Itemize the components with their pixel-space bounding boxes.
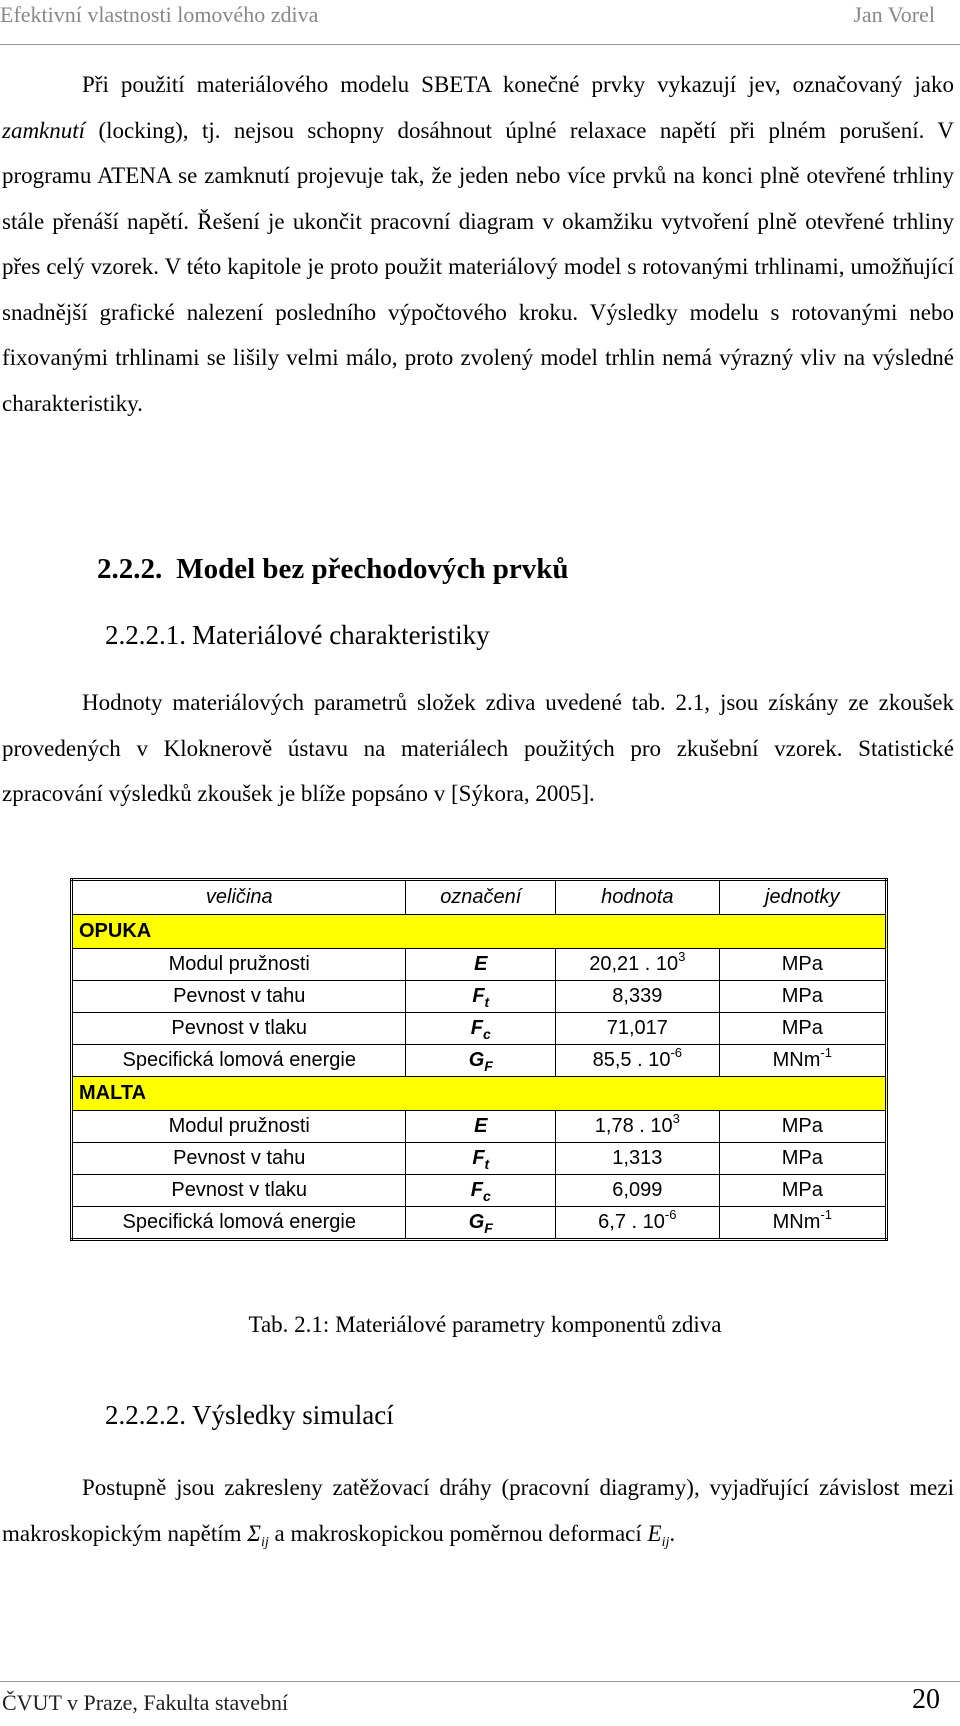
subsection-2-number: 2.2.2.2. (105, 1400, 186, 1430)
table-header-row (72, 880, 887, 915)
unit-cell (719, 1111, 886, 1143)
quantity-cell: Pevnost v tlaku (72, 1013, 406, 1045)
header-title: Efektivní vlastnosti lomového zdiva (0, 2, 319, 27)
value-cell (556, 949, 719, 981)
para1-text-1: Při použití materiálového modelu SBETA konečné prvky vykazují jev, označovaný jako (82, 72, 954, 97)
footer-institution: ČVUT v Praze, Fakulta stavební (2, 1690, 289, 1715)
symbol-main: G (468, 1049, 485, 1071)
value-exponent: 3 (678, 949, 686, 964)
value-mantissa: 6,099 (612, 1179, 663, 1201)
quantity-cell: Pevnost v tahu (72, 981, 406, 1013)
symbol-main: F (470, 1179, 483, 1201)
table-row (72, 949, 887, 981)
unit-cell (719, 1207, 886, 1240)
symbol-subscript: c (482, 1188, 491, 1204)
paragraph-results (2, 1465, 954, 1556)
strain-subscript: ij (661, 1534, 670, 1550)
symbol-cell (406, 1111, 556, 1143)
value-mantissa: 1,313 (612, 1147, 663, 1169)
subsection-heading-1 (105, 620, 490, 651)
value-exponent: 3 (672, 1111, 680, 1126)
symbol-subscript: t (484, 994, 490, 1010)
value-cell (556, 1045, 719, 1077)
value-cell (556, 1013, 719, 1045)
symbol-subscript: F (484, 1058, 493, 1074)
value-mantissa: 6,7 . 10 (598, 1211, 665, 1233)
symbol-main: F (470, 1017, 483, 1039)
unit-cell (719, 981, 886, 1013)
table-row (72, 1207, 887, 1240)
unit-cell (719, 949, 886, 981)
para1-text-2: (locking), tj. nejsou schopny dosáhnout úplné relaxace napětí při plném porušení. V programu ATENA se zamknutí projevuje tak, že jeden nebo více prvků na konci plně otevřené trhliny stále přenáší napětí. Řešení je ukončit pracovní diagram v okamžiku vytvoření plně otevřené trhliny přes celý vzorek. V této kapitole je proto použit materiálový model s rotovanými trhlinami, umožňující snadnější grafické nalezení posledního výpočtového kroku. Výsledky modelu s rotovanými nebo fixovanými trhlinami se lišily velmi málo, proto zvolený model trhlin nemá výrazný vliv na výsledné charakteristiky. (2, 117, 954, 416)
symbol-main: E (474, 953, 488, 975)
table-group-row (72, 1077, 887, 1111)
subsection-1-title: Materiálové charakteristiky (192, 620, 490, 650)
symbol-cell (406, 1175, 556, 1207)
page-number: 20 (912, 1684, 940, 1715)
symbol-cell (406, 1013, 556, 1045)
unit-cell (719, 1143, 886, 1175)
value-cell (556, 1111, 719, 1143)
section-number: 2.2.2. (97, 553, 163, 585)
table-group-label: MALTA (72, 1077, 887, 1111)
quantity-cell: Modul pružnosti (72, 1111, 406, 1143)
table-group-row (72, 915, 887, 949)
section-title: Model bez přechodových prvků (176, 553, 569, 585)
value-mantissa: 71,017 (606, 1017, 668, 1039)
header-author: Jan Vorel (853, 2, 935, 27)
value-cell (556, 1175, 719, 1207)
unit-base: MNm (772, 1211, 821, 1233)
value-mantissa: 8,339 (612, 985, 663, 1007)
unit-cell (719, 1013, 886, 1045)
unit-base: MNm (772, 1049, 821, 1071)
unit-base: MPa (781, 1147, 823, 1169)
symbol-main: E (474, 1115, 488, 1137)
value-exponent: -6 (670, 1045, 682, 1060)
value-mantissa: 85,5 . 10 (592, 1049, 671, 1071)
para3-text-3: . (669, 1520, 676, 1546)
table-header-cell: označení (406, 880, 556, 915)
symbol-cell (406, 949, 556, 981)
value-cell (556, 1143, 719, 1175)
value-cell (556, 1207, 719, 1240)
table-row (72, 1175, 887, 1207)
paragraph-materials: Hodnoty materiálových parametrů složek zdiva uvedené tab. 2.1, jsou získány ze zkoušek provedených v Kloknerově ústavu na materiálech použitých pro zkušební vzorek. Statistické zpracování výsledků zkoušek je blíže popsáno v [Sýkora, 2005]. (2, 690, 954, 806)
quantity-cell: Specifická lomová energie (72, 1045, 406, 1077)
symbol-cell (406, 1143, 556, 1175)
symbol-cell (406, 1207, 556, 1240)
table-header-cell: hodnota (556, 880, 719, 915)
table-caption: Tab. 2.1: Materiálové parametry komponentů zdiva (248, 1312, 722, 1337)
unit-cell (719, 1045, 886, 1077)
unit-base: MPa (781, 985, 823, 1007)
value-mantissa: 20,21 . 10 (589, 953, 679, 975)
unit-base: MPa (781, 1115, 823, 1137)
symbol-cell (406, 981, 556, 1013)
quantity-cell: Pevnost v tahu (72, 1143, 406, 1175)
symbol-cell (406, 1045, 556, 1077)
table-group-label: OPUKA (72, 915, 887, 949)
unit-base: MPa (781, 1017, 823, 1039)
subsection-1-number: 2.2.2.1. (105, 620, 186, 650)
quantity-cell: Specifická lomová energie (72, 1207, 406, 1240)
subsection-heading-2 (105, 1400, 394, 1431)
table-row (72, 1045, 887, 1077)
sigma-symbol: Σ (247, 1520, 261, 1546)
unit-base: MPa (781, 1179, 823, 1201)
table-header-cell: veličina (72, 880, 406, 915)
material-table (70, 878, 888, 1241)
value-exponent: -6 (664, 1207, 677, 1222)
value-mantissa: 1,78 . 10 (594, 1115, 673, 1137)
value-cell (556, 981, 719, 1013)
strain-symbol: E (647, 1520, 662, 1546)
unit-exponent: -1 (820, 1045, 832, 1060)
symbol-main: F (472, 985, 485, 1007)
table-row (72, 1013, 887, 1045)
table-row (72, 981, 887, 1013)
quantity-cell: Pevnost v tlaku (72, 1175, 406, 1207)
symbol-subscript: t (484, 1156, 490, 1172)
table-header-cell: jednotky (719, 880, 886, 915)
symbol-main: F (472, 1147, 485, 1169)
footer-rule (0, 1681, 960, 1682)
section-heading (97, 553, 569, 586)
page-header (0, 0, 960, 45)
table-row (72, 1143, 887, 1175)
unit-exponent: -1 (820, 1207, 832, 1222)
symbol-subscript: c (482, 1026, 491, 1042)
para3-text-1: Postupně jsou zakresleny zatěžovací dráhy (pracovní diagramy), vyjadřující závislost mezi makroskopickým napětím (2, 1475, 954, 1546)
unit-base: MPa (781, 953, 823, 975)
symbol-main: G (468, 1211, 485, 1233)
paragraph-locking (2, 62, 954, 426)
unit-cell (719, 1175, 886, 1207)
table-row (72, 1111, 887, 1143)
para3-text-2: a makroskopickou poměrnou deformací (268, 1520, 648, 1546)
para1-emphasis: zamknutí (2, 117, 86, 143)
subsection-2-title: Výsledky simulací (192, 1400, 394, 1430)
sigma-subscript: ij (260, 1534, 269, 1550)
symbol-subscript: F (484, 1220, 493, 1236)
quantity-cell: Modul pružnosti (72, 949, 406, 981)
